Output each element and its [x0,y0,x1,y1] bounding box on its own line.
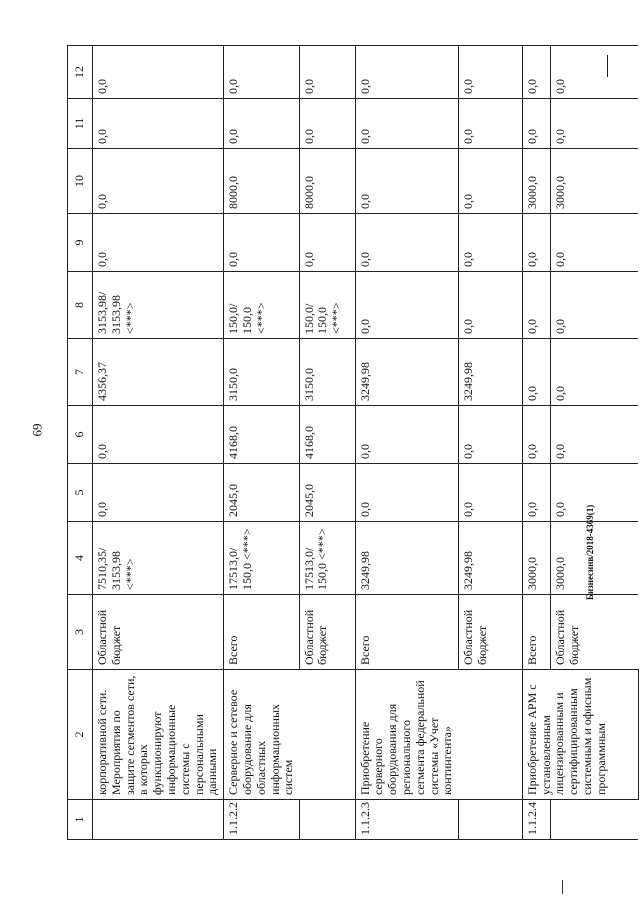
cell-value: 0,0 [299,99,355,149]
cell-value: 0,0 [458,464,522,522]
cell-value: 0,0 [458,99,522,149]
cell-value: 0,0 [299,46,355,99]
cell-value: 3150,0 [299,339,355,406]
cell-value: 0,0 [355,99,458,149]
cell-source: Всего [355,595,458,670]
cell-value: 0,0 [550,406,638,464]
header-cell: 6 [68,406,93,464]
cell-value: 150,0/ 150,0 <***> [299,272,355,339]
header-cell: 11 [68,99,93,149]
cell-value: 4168,0 [299,406,355,464]
cell-name: Приобретение серверного оборудования для регионального сегмента федеральной системы «Учет контингента» [355,670,458,800]
header-row [68,46,93,840]
cell-value: 3000,0 [522,149,550,214]
cell-value: 0,0 [224,214,299,272]
cell-value: 0,0 [355,406,458,464]
table-row [355,46,458,840]
header-cell: 9 [68,214,93,272]
cell-code: 1.1.2.3 [355,800,458,840]
cell-value: 150,0/ 150,0 <***> [224,272,299,339]
cell-code [550,800,638,840]
cell-value: 3153,98/ 3153,98 <***> [93,272,224,339]
cell-value: 3249,98 [355,339,458,406]
cell-value: 4356,37 [93,339,224,406]
cell-value: 0,0 [355,214,458,272]
cell-value: 0,0 [93,46,224,99]
cell-value: 0,0 [522,272,550,339]
cell-value: 0,0 [458,46,522,99]
header-cell: 3 [68,595,93,670]
cell-value: 0,0 [458,214,522,272]
cell-value: 0,0 [522,339,550,406]
cell-value: 0,0 [550,272,638,339]
cell-source: Областной бюджет [93,595,224,670]
cell-value: 3000,0 [550,522,638,595]
table-row [458,46,522,840]
cell-value: 0,0 [355,149,458,214]
cell-code [93,800,224,840]
cell-name: корпоративной сети. Мероприятия по защите сегментов сети, в которых функционируют информационные системы с персональными данными [93,670,224,800]
cell-value: 0,0 [458,406,522,464]
header-cell: 4 [68,522,93,595]
cell-value: 3150,0 [224,339,299,406]
cell-value: 3249,98 [458,339,522,406]
cell-code [299,800,355,840]
cell-value: 0,0 [93,214,224,272]
cell-value: 0,0 [550,214,638,272]
cell-name [299,670,355,800]
table-row [522,46,550,840]
cell-value: 0,0 [550,46,638,99]
cell-value: 2045,0 [224,464,299,522]
cell-value: 0,0 [550,99,638,149]
cell-code: 1.1.2.4 [522,800,550,840]
header-cell: 10 [68,149,93,214]
cell-value: 4168,0 [224,406,299,464]
cell-value: 0,0 [93,99,224,149]
cell-source: Областной бюджет [458,595,522,670]
page-number: 69 [29,423,45,437]
cell-value: 0,0 [299,214,355,272]
cell-value: 0,0 [355,464,458,522]
header-cell: 2 [68,670,93,800]
cell-source: Всего [224,595,299,670]
cell-name: Приобретение АРМ с установленным лицензированным и сертифицированным системным и офисным программным [522,670,638,800]
cell-value: 17513,0/ 150,0 <***> [299,522,355,595]
document-code: Бизнесинв/2018-4369(1) [585,504,595,600]
table-row [299,46,355,840]
cell-value: 0,0 [93,464,224,522]
cell-value: 0,0 [93,149,224,214]
table-row [224,46,299,840]
cell-value: 0,0 [224,46,299,99]
cell-value: 0,0 [355,272,458,339]
header-cell: 12 [68,46,93,99]
cell-code [458,800,522,840]
cell-value: 3249,98 [355,522,458,595]
cell-value: 0,0 [522,99,550,149]
cell-value: 0,0 [458,149,522,214]
edge-mark-bottom [562,880,563,894]
cell-value: 8000,0 [224,149,299,214]
cell-value: 2045,0 [299,464,355,522]
cell-value: 0,0 [458,272,522,339]
cell-value: 0,0 [522,406,550,464]
cell-value: 0,0 [355,46,458,99]
cell-value: 0,0 [93,406,224,464]
cell-value: 3249,98 [458,522,522,595]
cell-value: 0,0 [550,464,638,522]
cell-value: 8000,0 [299,149,355,214]
cell-value: 0,0 [522,464,550,522]
cell-name [458,670,522,800]
cell-value: 0,0 [522,214,550,272]
header-cell: 7 [68,339,93,406]
cell-value: 3000,0 [522,522,550,595]
cell-value: 0,0 [224,99,299,149]
cell-name: Серверное и сетевое оборудование для областных информационных систем [224,670,299,800]
cell-value: 17513,0/ 150,0 <***> [224,522,299,595]
cell-value: 0,0 [522,46,550,99]
table-row [93,46,224,840]
cell-code: 1.1.2.2 [224,800,299,840]
cell-source: Областной бюджет [550,595,638,670]
cell-value: 7510,35/ 3153,98 <***> [93,522,224,595]
header-cell: 1 [68,800,93,840]
header-cell: 8 [68,272,93,339]
cell-source: Всего [522,595,550,670]
cell-source: Областной бюджет [299,595,355,670]
budget-table [67,45,639,840]
cell-value: 3000,0 [550,149,638,214]
cell-value: 0,0 [550,339,638,406]
header-cell: 5 [68,464,93,522]
